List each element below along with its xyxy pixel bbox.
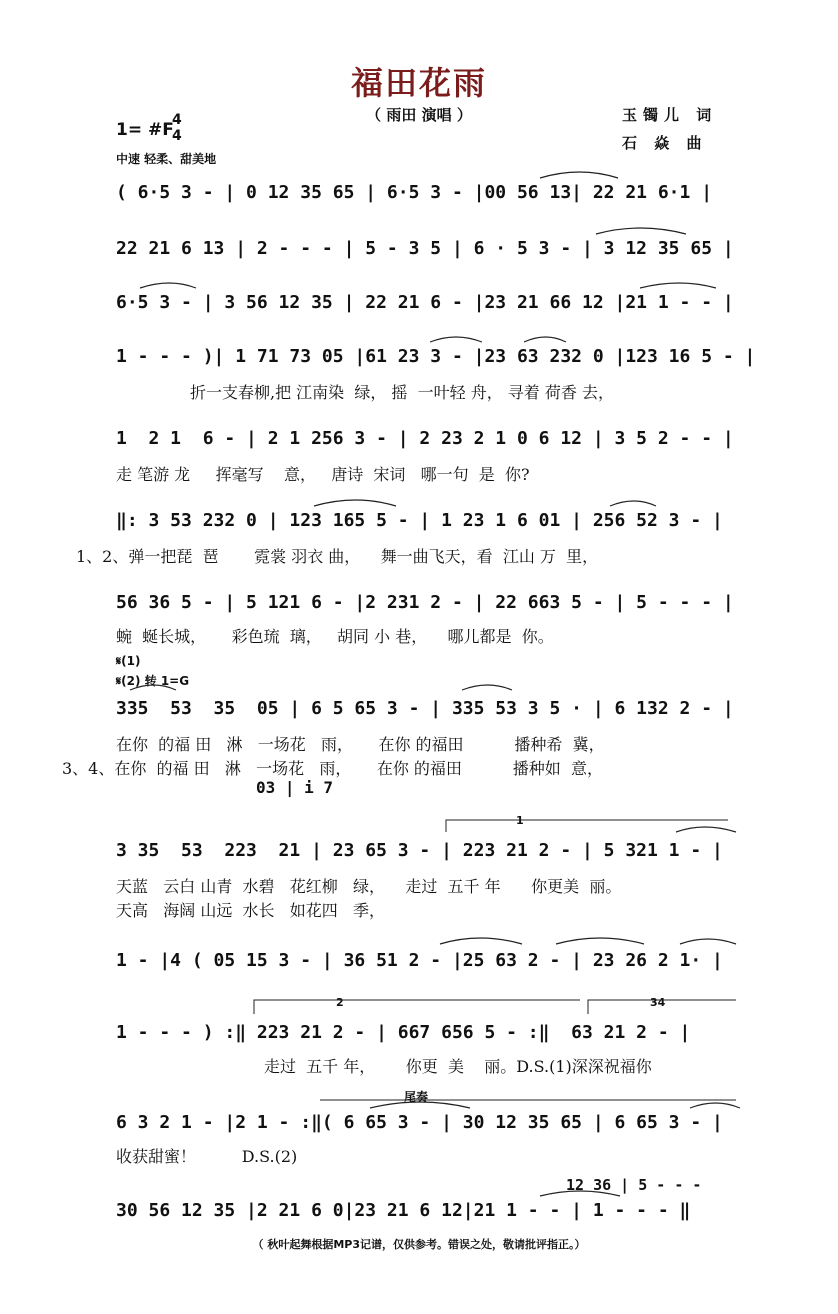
volta-bracket: [446, 820, 728, 832]
slur: [524, 337, 566, 342]
slur: [680, 939, 736, 944]
slur: [556, 938, 644, 944]
key-signature: 1= #F: [116, 120, 174, 140]
volta-bracket: [254, 1000, 580, 1014]
ossia-notes: 12 36 | 5 - - -: [566, 1176, 702, 1194]
slur: [596, 228, 686, 234]
performer-subtitle: （ 雨田 演唱 ）: [366, 106, 472, 124]
slur: [462, 685, 512, 690]
slur: [640, 283, 716, 288]
slur: [690, 1103, 740, 1108]
lyric-line-10: 收获甜蜜！ D.S.(2): [116, 1147, 298, 1166]
score-row-4: 1 - - - )| 1 71 73 05 |61 23 3 - |23 63 232 0 |123 16 5 - |: [116, 346, 756, 367]
score-row-11: 1 - - - ) :‖ 223 21 2 - | 667 656 5 - :‖ 63 21 2 - |: [116, 1022, 691, 1043]
volta-2-label: 2: [336, 996, 344, 1009]
lyric-line-9: 走过 五千 年， 你更 美 丽。D.S.(1)深深祝福你: [264, 1057, 652, 1076]
lyric-line-3: 1、2、弹一把琵 琶 霓裳 羽衣 曲， 舞一曲飞天，看 江山 万 里，: [76, 547, 599, 566]
slur: [370, 1102, 470, 1108]
alternate-notes: 03 | i 7: [256, 778, 334, 797]
lyric-line-8: 天高 海阔 山远 水长 如花四 季，: [116, 901, 386, 920]
coda-label: 尾奏: [404, 1090, 429, 1104]
lyricist-credit: 玉镯儿 词: [622, 106, 718, 124]
lyric-line-2: 走 笔游 龙 挥毫写 意， 唐诗 宋词 哪一句 是 你?: [116, 465, 530, 484]
lyric-line-6: 3、4、在你 的福 田 淋 一场花 雨， 在你 的福田 播种如 意，: [62, 759, 603, 778]
lyric-line-7: 天蓝 云白 山青 水碧 花红柳 绿， 走过 五千 年 你更美 丽。: [116, 877, 622, 896]
score-row-3: 6·5 3 - | 3 56 12 35 | 22 21 6 - |23 21 66 12 |21 1 - - |: [116, 292, 734, 313]
slur: [130, 685, 176, 690]
footer-note: （ 秋叶起舞根据MP3记谱，仅供参考。错误之处，敬请批评指正。）: [252, 1238, 586, 1251]
lyric-line-5: 在你 的福 田 淋 一场花 雨， 在你 的福田 播种希 冀，: [116, 735, 605, 754]
slur: [540, 1191, 620, 1196]
score-row-9: 3 35 53 223 21 | 23 65 3 - | 223 21 2 - | 5 321 1 - |: [116, 840, 723, 861]
composer-credit: 石 焱 曲: [622, 134, 708, 152]
slur: [540, 172, 618, 178]
slur: [314, 500, 396, 506]
score-row-8: 335 53 35 05 | 6 5 65 3 - | 335 53 3 5 · | 6 132 2 - |: [116, 698, 734, 719]
volta-bracket: [588, 1000, 736, 1014]
volta-1-label: 1: [516, 814, 524, 827]
time-signature-bottom: 4: [172, 128, 182, 144]
score-row-2: 22 21 6 13 | 2 - - - | 5 - 3 5 | 6 · 5 3 - | 3 12 35 65 |: [116, 238, 734, 259]
time-signature-top: 4: [172, 112, 182, 128]
score-row-1: ( 6·5 3 - | 0 12 35 65 | 6·5 3 - |00 56 13| 22 21 6·1 |: [116, 182, 713, 203]
slur: [140, 283, 196, 288]
score-row-6: ‖: 3 53 232 0 | 123 165 5 - | 1 23 1 6 01 | 256 52 3 - |: [116, 510, 723, 531]
slur: [676, 827, 736, 832]
score-row-10: 1 - |4 ( 05 15 3 - | 36 51 2 - |25 63 2 - | 23 26 2 1· |: [116, 950, 723, 971]
slur: [430, 337, 482, 342]
segno-marker-2: 𝄋(2) 转 1=G: [116, 674, 190, 688]
lyric-line-4: 蜿 蜒长城， 彩色琉 璃， 胡同 小 巷， 哪儿都是 你。: [116, 627, 554, 646]
slur: [440, 938, 522, 944]
score-row-5: 1 2 1 6 - | 2 1 256 3 - | 2 23 2 1 0 6 12 | 3 5 2 - - |: [116, 428, 734, 449]
score-row-13: 30 56 12 35 |2 21 6 0|23 21 6 12|21 1 - - | 1 - - - ‖: [116, 1200, 691, 1221]
song-title: 福田花雨: [350, 64, 487, 102]
lyric-line-1: 折一支春柳,把 江南染 绿， 摇 一叶轻 舟， 寻着 荷香 去，: [190, 383, 614, 402]
score-row-12: 6 3 2 1 - |2 1 - :‖( 6 65 3 - | 30 12 35 65 | 6 65 3 - |: [116, 1112, 723, 1133]
segno-marker-1: 𝄋(1): [116, 654, 141, 668]
tempo-marking: 中速 轻柔、甜美地: [116, 152, 217, 166]
score-row-7: 56 36 5 - | 5 121 6 - |2 231 2 - | 22 663 5 - | 5 - - - |: [116, 592, 734, 613]
slur: [610, 501, 656, 506]
volta-34-label: 34: [650, 996, 666, 1009]
